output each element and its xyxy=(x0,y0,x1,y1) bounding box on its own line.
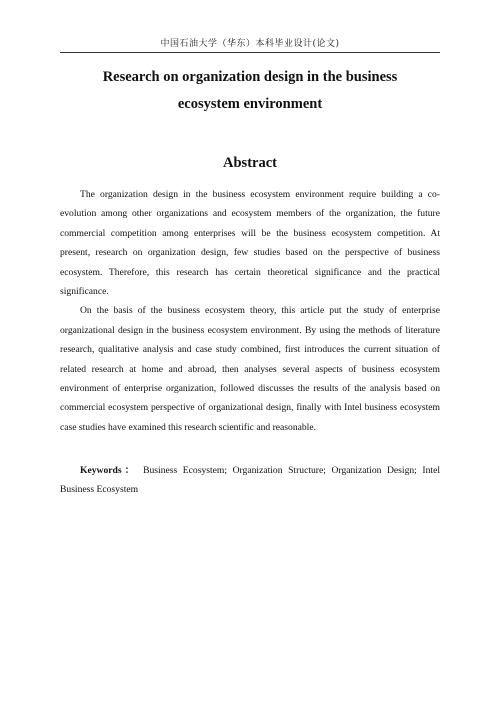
abstract-paragraph-2: On the basis of the business ecosystem theory, this article put the study of enterprise organizational design in the business ecosystem environment. By using the methods of literature research, qualitative analysis and case study combined, first introduces the current situation of related research at home and abroad, then analyses several aspects of business ecosystem environment of enterprise organization, followed discusses the results of the analysis based on commercial ecosystem perspective of organizational design, finally with Intel business ecosystem case studies have examined this research scientific and reasonable. xyxy=(60,305,440,433)
running-header: 中国石油大学（华东）本科毕业设计(论文) xyxy=(160,39,340,49)
header-divider xyxy=(60,52,440,53)
keywords-text: Business Ecosystem; Organization Structure; Organization Design; Intel Business Ecosystem xyxy=(60,465,440,495)
abstract-heading: Abstract xyxy=(223,155,277,171)
abstract-body xyxy=(60,185,440,437)
title-line-2: ecosystem environment xyxy=(177,96,323,112)
abstract-paragraph-1: The organization design in the business ecosystem environment require building a co-evolution among other organizations and ecosystem members of the organization, the future commercial competition among enterprises will be the business ecosystem competition. At present, research on organization design, few studies based on the perspective of business ecosystem. Therefore, this research has certain theoretical significance and the practical significance. xyxy=(60,189,440,298)
keywords-line xyxy=(60,461,440,499)
keywords-label: Keywords： xyxy=(80,465,138,476)
paper-title xyxy=(60,64,440,118)
title-line-1: Research on organization design in the business xyxy=(102,69,398,85)
